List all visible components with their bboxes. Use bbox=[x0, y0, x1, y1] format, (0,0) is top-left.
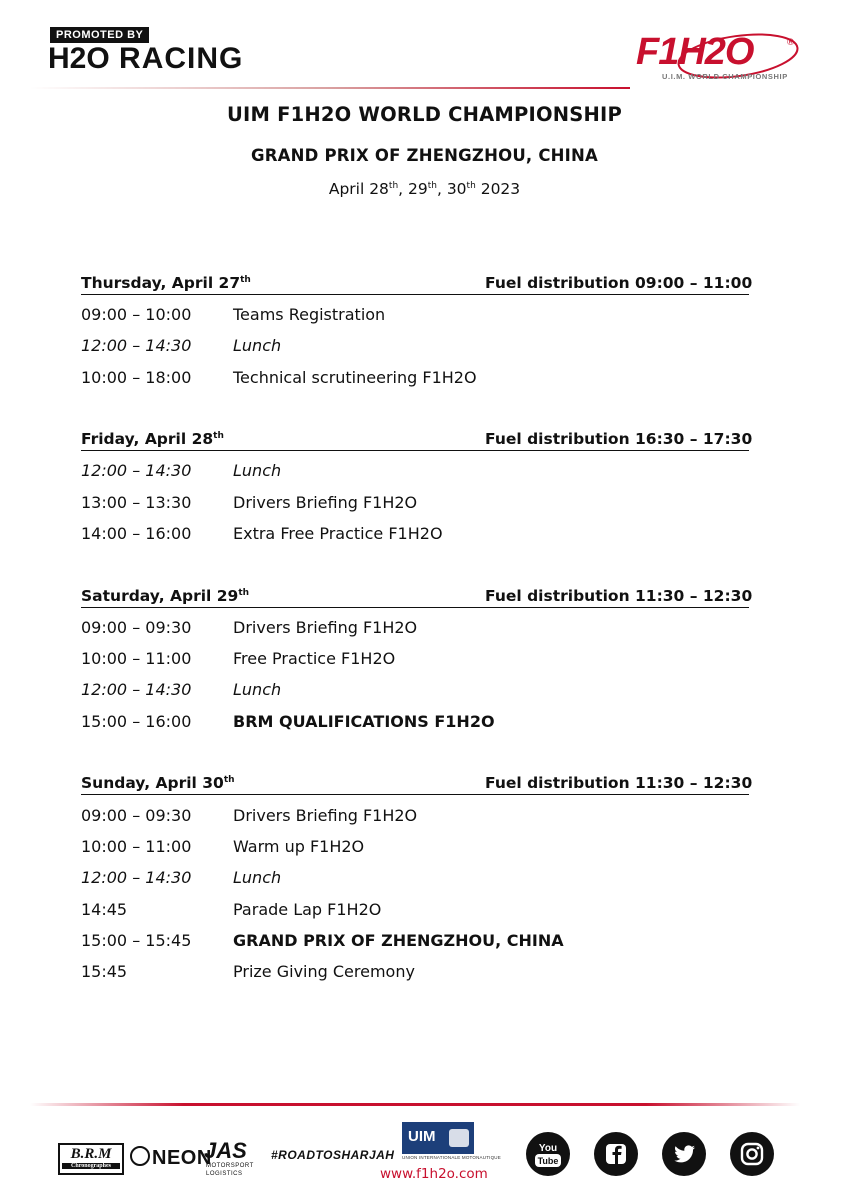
row-activity: Technical scrutineering F1H2O bbox=[233, 368, 477, 387]
f1h2o-subtitle: U.I.M. WORLD CHAMPIONSHIP bbox=[662, 72, 788, 81]
row-time: 12:00 – 14:30 bbox=[81, 461, 192, 480]
registered-mark: ® bbox=[786, 38, 795, 48]
fuel-distribution: Fuel distribution 11:30 – 12:30 bbox=[485, 774, 753, 792]
day-label: Friday, April 28th bbox=[81, 430, 224, 448]
h2o-racing-wordmark bbox=[48, 43, 243, 75]
event-title: UIM F1H2O WORLD CHAMPIONSHIP bbox=[226, 103, 622, 126]
fuel-distribution: Fuel distribution 11:30 – 12:30 bbox=[485, 587, 753, 605]
day-header-saturday bbox=[81, 587, 753, 608]
row-activity: Lunch bbox=[233, 680, 282, 699]
row-activity: BRM QUALIFICATIONS F1H2O bbox=[233, 712, 495, 731]
row-activity: Lunch bbox=[233, 461, 282, 480]
brm-logo: B.R.M Chronographes bbox=[58, 1143, 124, 1175]
f1h2o-brand: F1H2O bbox=[636, 31, 754, 73]
row-activity: Drivers Briefing F1H2O bbox=[233, 806, 418, 825]
schedule-row bbox=[81, 680, 781, 700]
day-header-sunday bbox=[81, 774, 753, 795]
road-to-sharjah-logo: #ROADTOSHARJAH bbox=[271, 1148, 395, 1162]
schedule-row bbox=[81, 962, 781, 982]
h2o-racing-logo bbox=[48, 27, 318, 77]
row-time: 10:00 – 11:00 bbox=[81, 649, 192, 668]
h2o-brand: H2O bbox=[48, 42, 110, 75]
row-activity: Extra Free Practice F1H2O bbox=[233, 524, 443, 543]
row-activity: Warm up F1H2O bbox=[233, 837, 365, 856]
day-label: Thursday, April 27th bbox=[81, 274, 251, 292]
jas-subtitle: MOTORSPORT LOGISTICS bbox=[206, 1163, 254, 1177]
row-time: 15:00 – 15:45 bbox=[81, 931, 192, 950]
row-time: 15:45 bbox=[81, 962, 128, 981]
day-header-friday bbox=[81, 430, 753, 451]
row-time: 13:00 – 13:30 bbox=[81, 493, 192, 512]
row-activity: Lunch bbox=[233, 868, 282, 887]
row-activity: Free Practice F1H2O bbox=[233, 649, 396, 668]
day-header-thursday bbox=[81, 274, 753, 295]
row-activity: GRAND PRIX OF ZHENGZHOU, CHINA bbox=[233, 931, 564, 950]
schedule-row bbox=[81, 712, 781, 732]
uim-logo: UIM bbox=[402, 1122, 474, 1154]
schedule-row bbox=[81, 336, 781, 356]
row-time: 14:00 – 16:00 bbox=[81, 524, 192, 543]
row-activity: Lunch bbox=[233, 336, 282, 355]
row-time: 12:00 – 14:30 bbox=[81, 680, 192, 699]
promoted-by-label: PROMOTED BY bbox=[50, 27, 149, 43]
event-subtitle: GRAND PRIX OF ZHENGZHOU, CHINA bbox=[251, 146, 598, 165]
day-label: Sunday, April 30th bbox=[81, 774, 235, 792]
facebook-icon[interactable] bbox=[594, 1132, 638, 1176]
website-link[interactable]: www.f1h2o.com bbox=[380, 1166, 488, 1182]
row-activity: Drivers Briefing F1H2O bbox=[233, 493, 418, 512]
fuel-distribution: Fuel distribution 16:30 – 17:30 bbox=[485, 430, 753, 448]
row-time: 09:00 – 09:30 bbox=[81, 618, 192, 637]
schedule-row bbox=[81, 305, 781, 325]
fuel-distribution: Fuel distribution 09:00 – 11:00 bbox=[485, 274, 753, 292]
jas-logo: JAS bbox=[204, 1138, 247, 1163]
event-dates: April 28th, 29th, 30th 2023 bbox=[328, 180, 521, 198]
neon-logo: NEON bbox=[130, 1146, 212, 1170]
schedule-row bbox=[81, 931, 781, 951]
uim-subtitle: UNION INTERNATIONALE MOTONAUTIQUE bbox=[402, 1155, 501, 1160]
schedule-row bbox=[81, 837, 781, 857]
svg-text:Tube: Tube bbox=[537, 1156, 559, 1166]
svg-text:You: You bbox=[538, 1143, 558, 1154]
schedule-row bbox=[81, 493, 781, 513]
row-time: 15:00 – 16:00 bbox=[81, 712, 192, 731]
footer-swoosh-line bbox=[30, 1103, 800, 1106]
schedule-row bbox=[81, 524, 781, 544]
row-time: 12:00 – 14:30 bbox=[81, 868, 192, 887]
row-activity: Drivers Briefing F1H2O bbox=[233, 618, 418, 637]
row-time: 10:00 – 18:00 bbox=[81, 368, 192, 387]
row-activity: Prize Giving Ceremony bbox=[233, 962, 415, 981]
youtube-icon[interactable] bbox=[526, 1132, 570, 1176]
f1h2o-logo bbox=[628, 30, 804, 88]
racing-word: RACING bbox=[119, 42, 244, 75]
schedule-row bbox=[81, 368, 781, 388]
twitter-icon[interactable] bbox=[662, 1132, 706, 1176]
day-label: Saturday, April 29th bbox=[81, 587, 250, 605]
row-time: 10:00 – 11:00 bbox=[81, 837, 192, 856]
schedule-row bbox=[81, 806, 781, 826]
schedule-row bbox=[81, 461, 781, 481]
schedule-row bbox=[81, 649, 781, 669]
header-swoosh-line bbox=[30, 86, 630, 92]
row-activity: Parade Lap F1H2O bbox=[233, 900, 382, 919]
row-time: 09:00 – 09:30 bbox=[81, 806, 192, 825]
schedule-row bbox=[81, 900, 781, 920]
schedule-row bbox=[81, 618, 781, 638]
row-time: 12:00 – 14:30 bbox=[81, 336, 192, 355]
row-time: 14:45 bbox=[81, 900, 128, 919]
schedule-row bbox=[81, 868, 781, 888]
row-activity: Teams Registration bbox=[233, 305, 386, 324]
row-time: 09:00 – 10:00 bbox=[81, 305, 192, 324]
instagram-icon[interactable] bbox=[730, 1132, 774, 1176]
